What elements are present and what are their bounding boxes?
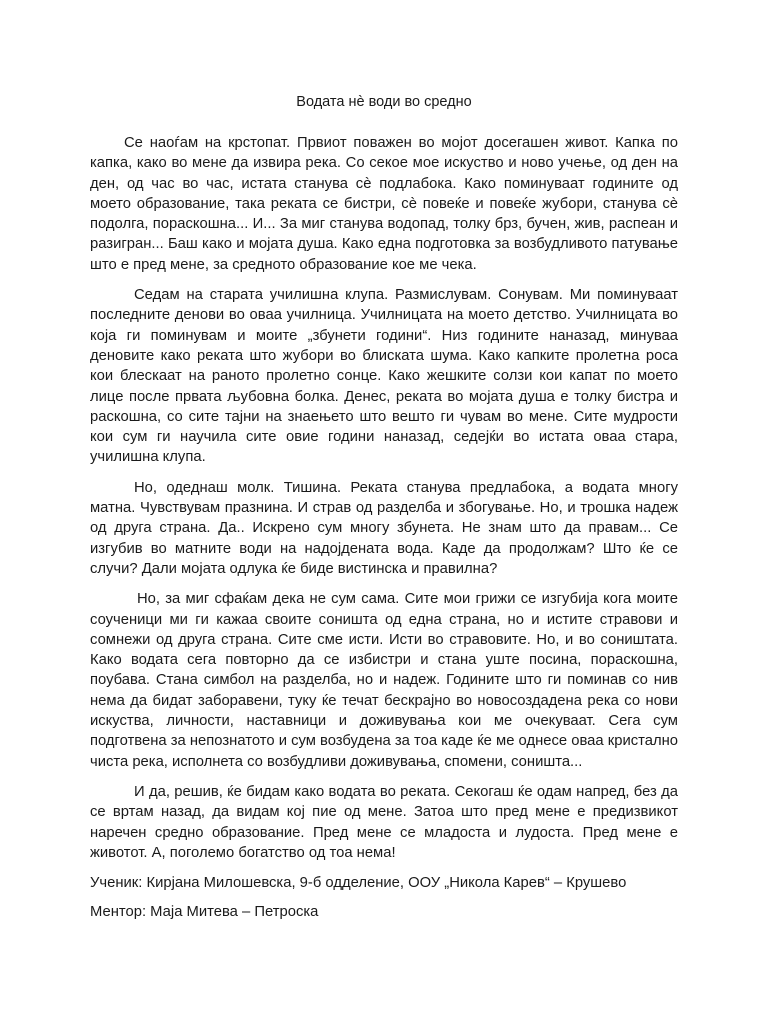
- mentor-credit: Ментор: Маја Митева – Петроска: [90, 904, 319, 921]
- paragraph-4: Но, за миг сфаќам дека не сум сама. Сите мои грижи се изгубија кога моите соученици ми ги кажаа своите соништа од една страна, но и истите стравови и сомнежи од друга страна. Сите сме исти. Исти во стравовите. Но, и во соништата. Како водата сега повторно да се избистри и стана уште посина, пораскошна, поубава. Стана симбол на разделба, но и надеж. Годините што ги поминав со нив нема да бидат заборавени, туку ќе течат бескрајно во новосоздадена река со нови искуства, личности, наставници и доживувања кои ме очекуваат. Сега сум подготвена за непознатото и сум возбудена за тоа каде ќе ме однесе оваа кристално чиста река, исполнета со возбудливи доживувања, спомени, соништа...: [90, 591, 678, 770]
- student-credit: Ученик: Кирјана Милошевска, 9-б одделение, ООУ „Никола Карев“ – Крушево: [90, 875, 627, 892]
- paragraph-2: Седам на старата училишна клупа. Размислувам. Сонувам. Ми поминуваат последните денови во оваа училница. Училницата на моето детство. Училницата во која ги поминувам и моите „збунети години“. Низ годините наназад, минуваа деновите како реката што жубори во блиската шума. Како капките пролетна роса кои блескаат на раното пролетно сонце. Како жешките солзи кои капат по моето лице после првата љубовна болка. Денес, реката во мојата душа е толку бистра и раскошна, со сите тајни на знаењето што вешто ги чувам во мене. Сите мудрости кои сум ги научила сите овие години наназад, седејќи во истата оваа стара, училишна клупа.: [90, 287, 678, 466]
- paragraph-3: Но, одеднаш молк. Тишина. Реката станува предлабока, а водата многу матна. Чувствувам празнина. И страв од разделба и збогување. Но, и трошка надеж од друга страна. Да.. Искрено сум многу збунета. Не знам што да правам... Се изгубив во матните води на надојдената вода. Каде да продолжам? Што ќе се случи? Дали мојата одлука ќе биде вистинска и правилна?: [90, 479, 678, 577]
- paragraph-1: Се наоѓам на крстопат. Првиот поважен во мојот досегашен живот. Капка по капка, како во мене да извира река. Со секое мое искуство и ново учење, од ден на ден, од час во час, истата станува сè подлабока. Како поминуваат годините од моето образование, така реката се бистри, сè повеќе и повеќе жубори, станува сè подолга, пораскошна... И... За миг станува водопад, толку брз, бучен, жив, распеан и разигран... Баш како и мојата душа. Како една подготовка за возбудливото патување што е пред мене, за средното образование кое ме чека.: [90, 135, 678, 273]
- paragraph-5: И да, решив, ќе бидам како водата во реката. Секогаш ќе одам напред, без да се вртам назад, да видам кој пие од мене. Затоа што пред мене е предизвикот наречен средно образование. Пред мене се младоста и лудоста. Пред мене е животот. А, поголемо богатство од тоа нема!: [90, 783, 678, 861]
- document-page: [90, 92, 678, 932]
- document-title: Водата нè води во средно: [296, 94, 472, 110]
